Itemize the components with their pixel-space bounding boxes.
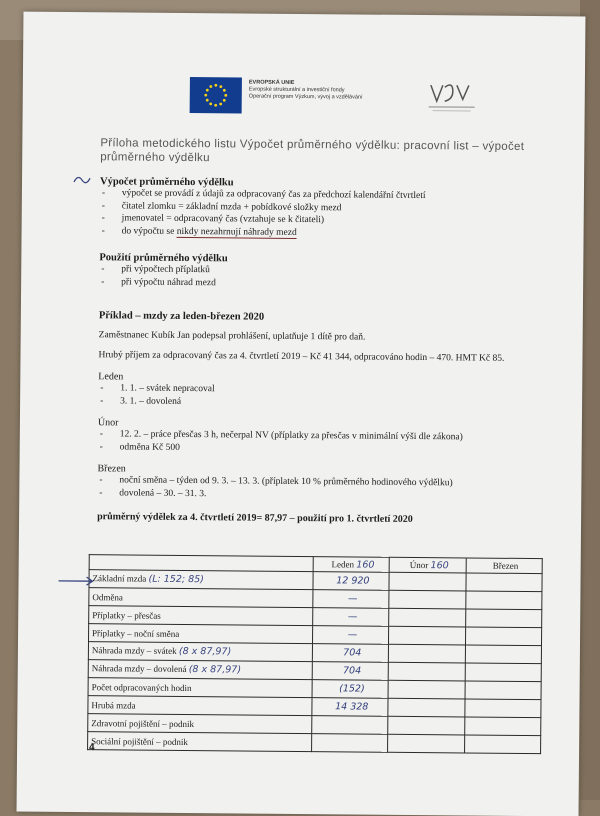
row-label: Příplatky – noční směna bbox=[89, 624, 313, 644]
header-label: Únor bbox=[409, 559, 429, 570]
example-title: Příklad – mzdy za leden-březen 2020 bbox=[98, 310, 265, 323]
example-paragraph-2: Hrubý příjem za odpracovaný čas za 4. čtvrtletí 2019 – Kč 41 344, odpracováno hodin – 470. HMT Kč 85. bbox=[98, 350, 505, 364]
table-row bbox=[88, 732, 541, 754]
unor-value bbox=[388, 734, 464, 753]
handwritten-note: (8 x 87,97) bbox=[188, 664, 242, 676]
row-label: Zdravotní pojištění – podnik bbox=[88, 714, 312, 734]
row-label bbox=[88, 660, 312, 680]
list-item: - dovolená – 30. – 31. 3. bbox=[97, 487, 557, 504]
list-item: - při výpočtu náhrad mezd bbox=[99, 276, 559, 293]
ministry-logo bbox=[423, 81, 483, 116]
list-item: - při výpočtech příplatků bbox=[99, 263, 559, 280]
march-list bbox=[97, 474, 557, 503]
table-header-unor bbox=[390, 557, 466, 573]
wage-table bbox=[87, 554, 543, 754]
list-item: - 1. 1. – svátek nepracoval bbox=[98, 382, 558, 399]
leden-value bbox=[312, 734, 388, 753]
eu-logo-text bbox=[249, 80, 363, 102]
march-title: Březen bbox=[97, 463, 126, 475]
february-title: Únor bbox=[97, 417, 119, 429]
list-item-prefix: do výpočtu se bbox=[121, 225, 177, 237]
brezen-value bbox=[465, 663, 541, 682]
row-label bbox=[88, 642, 312, 662]
leden-value: — bbox=[313, 608, 389, 627]
brezen-value bbox=[466, 591, 542, 610]
section-usage-title: Použití průměrného výdělku bbox=[99, 252, 228, 265]
brezen-value bbox=[465, 645, 541, 664]
eu-line-2: Evropské strukturální a investiční fondy bbox=[248, 86, 345, 94]
leden-value bbox=[312, 716, 388, 735]
row-label-text: Náhrada mzdy – dovolená bbox=[91, 663, 187, 675]
list-item: - odměna Kč 500 bbox=[98, 441, 558, 458]
unor-value bbox=[389, 608, 465, 627]
leden-value: 704 bbox=[312, 662, 388, 681]
page-number: 4 bbox=[89, 742, 95, 754]
unor-value bbox=[388, 680, 464, 699]
brezen-value bbox=[464, 717, 540, 736]
example-paragraph-1: Zaměstnanec Kubík Jan podepsal prohlášení, uplatňuje 1 dítě pro daň. bbox=[98, 330, 366, 343]
leden-value: — bbox=[313, 626, 389, 645]
brezen-value bbox=[465, 699, 541, 718]
list-item: - čitatel zlomku = základní mzda + pobídkové složky mezd bbox=[100, 200, 560, 217]
section-usage bbox=[99, 252, 559, 292]
brezen-value bbox=[464, 735, 540, 754]
unor-value bbox=[388, 698, 464, 717]
january-list bbox=[98, 382, 558, 411]
brezen-value bbox=[465, 681, 541, 700]
list-item: - 3. 1. – dovolená bbox=[98, 395, 558, 412]
handwritten-note: (8 x 87,97) bbox=[178, 645, 232, 658]
january-title: Leden bbox=[98, 371, 124, 383]
eu-line-1: EVROPSKÁ UNIE bbox=[248, 79, 295, 86]
row-label bbox=[89, 570, 313, 590]
section-calculation-list bbox=[100, 187, 560, 241]
leden-value: 14 328 bbox=[312, 698, 388, 717]
worksheet-page bbox=[17, 12, 586, 816]
handwritten-header-note: 160 bbox=[430, 559, 449, 571]
unor-value bbox=[388, 716, 464, 735]
header-label: Leden bbox=[331, 558, 355, 569]
row-label: Hrubá mzda bbox=[88, 696, 312, 716]
leden-value: — bbox=[313, 590, 389, 609]
row-label-text: Základní mzda bbox=[92, 573, 147, 584]
pen-arrow-mark bbox=[56, 574, 96, 592]
list-item: - noční směna – týden od 9. 3. – 13. 3. (příplatek 10 % průměrného hodinového výdělku) bbox=[97, 474, 557, 491]
row-label: Počet odpracovaných hodin bbox=[88, 678, 312, 698]
row-label-text: Náhrada mzdy – svátek bbox=[91, 645, 177, 656]
unor-value bbox=[389, 572, 465, 591]
list-item: - výpočet se provádí z údajů za odpracovaný čas za předchozí kalendářní čtvrtletí bbox=[100, 187, 560, 204]
unor-value bbox=[389, 626, 465, 645]
section-usage-list bbox=[99, 263, 559, 292]
eu-line-3: Operační program Výzkum, vývoj a vzdělávání bbox=[248, 93, 363, 101]
list-item: - 12. 2. – práce přesčas 3 h, nečerpal NV (příplatky za přesčas v minimální výši dle zákona) bbox=[98, 428, 558, 445]
table-header-leden bbox=[313, 557, 389, 573]
unor-value bbox=[389, 644, 465, 663]
brezen-value bbox=[466, 573, 542, 592]
underlined-note: nikdy nezahrnují náhrady mezd bbox=[176, 226, 297, 238]
leden-value: (152) bbox=[312, 680, 388, 699]
page-heading: Příloha metodického listu Výpočet průměrného výdělku: pracovní list – výpočet průměrného výdělku bbox=[100, 137, 525, 165]
unor-value bbox=[389, 662, 465, 681]
handwritten-note: (L: 152; 85) bbox=[148, 573, 204, 586]
eu-flag-logo bbox=[190, 77, 242, 113]
pen-scribble-mark bbox=[72, 174, 92, 193]
leden-value: 12 920 bbox=[313, 572, 389, 591]
list-item: - jmenovatel = odpracovaný čas (vztahuje se k čitateli) bbox=[100, 212, 560, 229]
unor-value bbox=[389, 590, 465, 609]
average-earnings-summary: průměrný výdělek za 4. čtvrtletí 2019= 87,97 – použití pro 1. čtvrtletí 2020 bbox=[97, 511, 413, 525]
example-section bbox=[97, 310, 559, 526]
section-calculation bbox=[100, 176, 561, 241]
row-label: Odměna bbox=[89, 588, 313, 608]
handwritten-header-note: 160 bbox=[356, 558, 375, 571]
section-calculation-title: Výpočet průměrného výdělku bbox=[99, 176, 234, 189]
row-label: Příplatky – přesčas bbox=[89, 606, 313, 626]
leden-value: 704 bbox=[313, 644, 389, 663]
list-item bbox=[100, 225, 560, 242]
february-list bbox=[98, 428, 558, 457]
table-header-brezen: Březen bbox=[466, 558, 542, 574]
row-label: Sociální pojištění – podnik bbox=[88, 732, 312, 752]
brezen-value bbox=[465, 609, 541, 628]
brezen-value bbox=[465, 627, 541, 646]
